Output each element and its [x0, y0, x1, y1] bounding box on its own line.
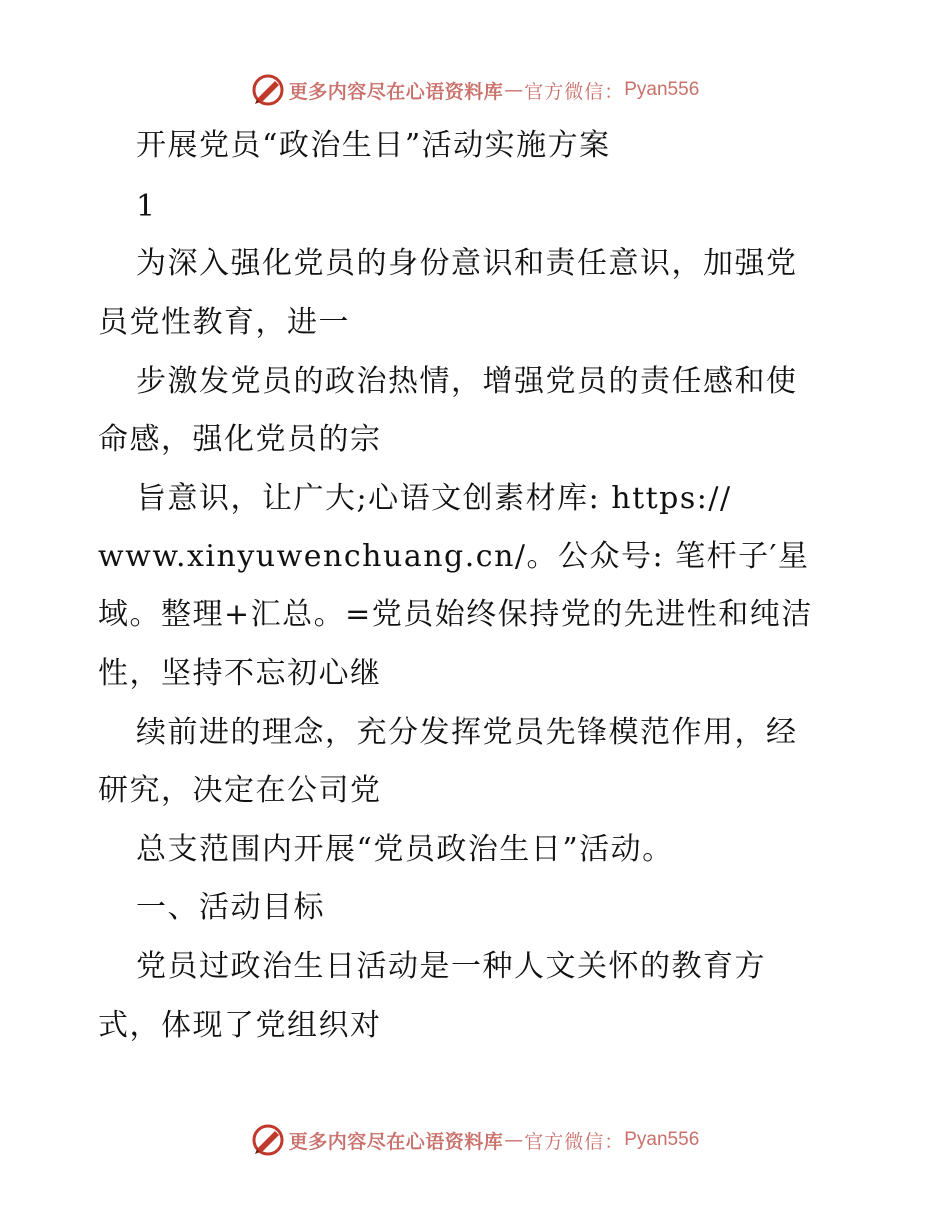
- wechat-id: Pyan556: [624, 1129, 700, 1150]
- section-heading: 一、活动目标: [136, 890, 325, 925]
- paragraph-line: 总支范围内开展“党员政治生日”活动。: [136, 832, 674, 867]
- banner-separator: —: [504, 79, 524, 101]
- paragraph-line: 续前进的理念，充分发挥党员先锋模范作用，经: [136, 715, 798, 750]
- paragraph-line: 员党性教育，进一: [98, 305, 350, 340]
- header-banner: [0, 70, 950, 110]
- pen-logo-icon: [251, 73, 285, 107]
- paragraph-line: 域。整理+汇总。=党员始终保持党的先进性和纯洁: [98, 597, 813, 632]
- paragraph-line: 性，坚持不忘初心继: [98, 656, 382, 691]
- pen-logo-icon: [251, 1123, 285, 1157]
- paragraph-line: 式，体现了党组织对: [98, 1008, 382, 1043]
- paragraph-line: 研究，决定在公司党: [98, 773, 382, 808]
- paragraph-line: 党员过政治生日活动是一种人文关怀的教育方: [136, 949, 766, 984]
- promo-text: 更多内容尽在心语资料库: [288, 1130, 504, 1153]
- paragraph-line: 命感，强化党员的宗: [98, 422, 382, 457]
- paragraph-line: 步激发党员的政治热情，增强党员的责任感和使: [136, 364, 798, 399]
- page-number: 1: [136, 189, 157, 224]
- paragraph-line: 旨意识，让广大;心语文创素材库: https://: [136, 481, 732, 516]
- paragraph-line: 为深入强化党员的身份意识和责任意识，加强党: [136, 246, 798, 281]
- footer-banner: [0, 1120, 950, 1160]
- document-title: 开展党员“政治生日”活动实施方案: [136, 128, 611, 163]
- contact-label: 官方微信：: [524, 80, 625, 103]
- paragraph-line: www.xinyuwenchuang.cn/。公众号: 笔杆子′星: [98, 539, 810, 574]
- promo-text: 更多内容尽在心语资料库: [288, 80, 504, 103]
- wechat-id: Pyan556: [624, 79, 700, 100]
- banner-separator: —: [504, 1129, 524, 1151]
- contact-label: 官方微信：: [524, 1130, 625, 1153]
